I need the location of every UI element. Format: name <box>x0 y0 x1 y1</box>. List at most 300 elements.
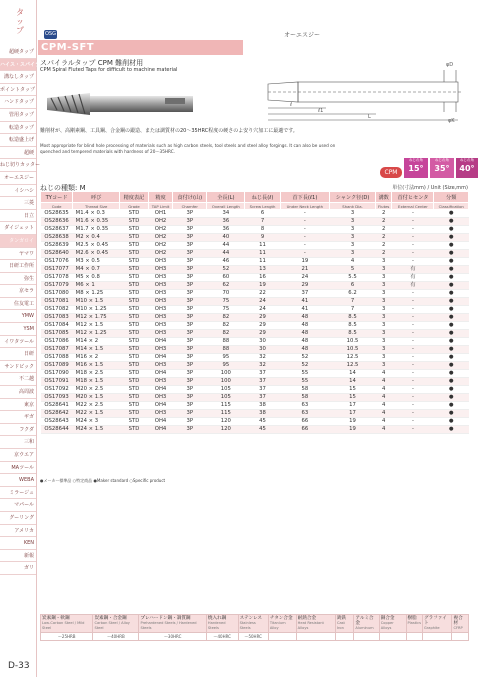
table-cell: 32 <box>245 362 280 370</box>
table-cell: 48 <box>280 314 329 322</box>
table-cell: OH3 <box>148 306 172 314</box>
sidebar-item[interactable]: マパール <box>0 499 36 512</box>
table-cell: 38 <box>245 402 280 410</box>
table-cell: 3 <box>330 226 376 234</box>
table-cell: 95 <box>207 354 245 362</box>
table-cell: - <box>280 210 329 218</box>
table-cell: ● <box>434 274 469 282</box>
table-cell: 3P <box>173 298 207 306</box>
table-cell: - <box>392 338 434 346</box>
table-row <box>41 354 469 362</box>
material-name-jp: チタン合金 <box>269 616 293 621</box>
sidebar-item[interactable]: ハイス・スパイラル <box>0 59 36 72</box>
table-cell: STD <box>120 282 149 290</box>
table-cell: 3P <box>173 218 207 226</box>
table-cell: OH2 <box>148 250 172 258</box>
table-cell: ● <box>434 290 469 298</box>
table-cell: OS17089 <box>41 362 73 370</box>
table-cell: OH3 <box>148 330 172 338</box>
table-row <box>41 266 469 274</box>
table-cell: - <box>392 314 434 322</box>
table-cell: 19 <box>245 282 280 290</box>
column-header: 分類 <box>434 192 469 203</box>
table-cell: STD <box>120 250 149 258</box>
table-cell: OS28638 <box>41 234 73 242</box>
sidebar-item[interactable]: 日研 <box>0 348 36 361</box>
table-cell: 48 <box>280 322 329 330</box>
table-cell: 19 <box>330 418 376 426</box>
table-cell: 3 <box>375 362 391 370</box>
table-cell: 58 <box>280 394 329 402</box>
table-cell: M10 × 1.5 <box>73 298 120 306</box>
tap-photo <box>45 84 195 124</box>
sidebar-item[interactable]: 京ウエア <box>0 449 36 462</box>
sidebar-item[interactable]: 管用タップ <box>0 109 36 122</box>
sidebar-item[interactable]: 転造タップ <box>0 122 36 135</box>
table-cell: STD <box>120 410 149 418</box>
material-name-en: CFRP <box>453 626 463 630</box>
osg-logo: OSG <box>45 31 56 37</box>
table-cell: OH4 <box>148 402 172 410</box>
sidebar-item[interactable]: 日立 <box>0 210 36 223</box>
table-cell: 37 <box>245 386 280 394</box>
material-mark: 〜40HRB <box>93 633 139 641</box>
column-subheader: TAP Limit <box>148 203 172 210</box>
table-row <box>41 322 469 330</box>
table-cell: - <box>392 322 434 330</box>
table-cell: M22 × 1.5 <box>73 410 120 418</box>
table-cell: - <box>392 426 434 434</box>
table-cell: STD <box>120 386 149 394</box>
table-cell: M8 × 1.25 <box>73 290 120 298</box>
material-header <box>379 615 406 633</box>
sidebar-item[interactable]: 三菱 <box>0 197 36 210</box>
table-cell: 36 <box>207 226 245 234</box>
table-row <box>41 378 469 386</box>
table-row <box>41 298 469 306</box>
sidebar-header <box>0 0 36 46</box>
table-cell: 52 <box>280 362 329 370</box>
table-cell: - <box>280 242 329 250</box>
table-cell: STD <box>120 234 149 242</box>
table-cell: 36 <box>207 218 245 226</box>
table-cell: M20 × 2.5 <box>73 386 120 394</box>
table-cell: 29 <box>245 322 280 330</box>
sidebar-item[interactable]: ねじ切りカッター <box>0 159 36 172</box>
material-name-en: Prehardened Steels / Hardened Steels <box>140 621 197 630</box>
sidebar-item[interactable]: イシハシ <box>0 185 36 198</box>
table-cell: OH3 <box>148 394 172 402</box>
table-cell: 24 <box>245 306 280 314</box>
table-cell: M18 × 1.5 <box>73 378 120 386</box>
table-cell: 48 <box>280 346 329 354</box>
table-cell: 9 <box>245 234 280 242</box>
material-header <box>354 615 379 633</box>
material-name-jp: プレハードン鋼・調質鋼 <box>140 616 191 621</box>
table-cell: - <box>280 234 329 242</box>
table-row <box>41 290 469 298</box>
table-cell: 5.5 <box>330 274 376 282</box>
table-cell: M18 × 2.5 <box>73 370 120 378</box>
table-cell: STD <box>120 290 149 298</box>
sidebar-item[interactable]: 住友電工 <box>0 298 36 311</box>
material-name-en: Cast Iron <box>336 621 345 630</box>
table-cell: 30 <box>245 338 280 346</box>
table-cell: 30 <box>245 346 280 354</box>
table-cell: 4 <box>375 386 391 394</box>
table-cell: 3P <box>173 226 207 234</box>
table-cell: 3P <box>173 250 207 258</box>
table-cell: 14 <box>330 370 376 378</box>
table-cell: 3 <box>375 322 391 330</box>
table-cell: 7 <box>330 306 376 314</box>
table-cell: OS17076 <box>41 258 73 266</box>
sidebar-item[interactable]: タンガロイ <box>0 235 36 248</box>
sidebar-item[interactable]: 日研工作所 <box>0 260 36 273</box>
table-cell: - <box>392 402 434 410</box>
table-cell: 11 <box>245 258 280 266</box>
svg-text:L: L <box>368 114 371 120</box>
sidebar-list <box>0 46 45 575</box>
column-subheader: Shank Dia. <box>330 203 376 210</box>
table-cell: ● <box>434 410 469 418</box>
material-header <box>139 615 206 633</box>
table-row <box>41 306 469 314</box>
table-cell: OH1 <box>148 210 172 218</box>
column-header: 精度表記 <box>120 192 149 203</box>
table-cell: M12 × 1.75 <box>73 314 120 322</box>
table-cell: STD <box>120 266 149 274</box>
table-cell: 6 <box>245 210 280 218</box>
table-cell: STD <box>120 258 149 266</box>
unit-note: 単位(寸法mm) / Unit (Size,mm) <box>392 185 468 191</box>
column-subheader: Thread Size <box>73 203 120 210</box>
table-cell: M14 × 2 <box>73 338 120 346</box>
sidebar-item[interactable]: 溝なしタップ <box>0 71 36 84</box>
sidebar-item[interactable]: ミラージュ <box>0 487 36 500</box>
table-cell: 7 <box>330 298 376 306</box>
table-cell: OH3 <box>148 258 172 266</box>
table-cell: M1.7 × 0.35 <box>73 226 120 234</box>
column-header: TYコード <box>41 192 73 203</box>
table-cell: 24 <box>280 274 329 282</box>
table-cell: 46 <box>207 258 245 266</box>
table-row <box>41 274 469 282</box>
table-cell: OH2 <box>148 226 172 234</box>
table-cell: 3 <box>375 330 391 338</box>
table-cell: OS17078 <box>41 274 73 282</box>
table-cell: M2 × 0.4 <box>73 234 120 242</box>
table-row <box>41 234 469 242</box>
table-row <box>41 386 469 394</box>
table-cell: M10 × 1.25 <box>73 306 120 314</box>
table-row <box>41 242 469 250</box>
table-cell: 48 <box>280 338 329 346</box>
table-cell: 3 <box>375 346 391 354</box>
table-cell: ● <box>434 306 469 314</box>
table-cell: M14 × 1.5 <box>73 346 120 354</box>
table-cell: STD <box>120 330 149 338</box>
table-cell: ● <box>434 418 469 426</box>
material-name-jp: 樹脂 <box>407 616 417 621</box>
table-cell: OS17086 <box>41 338 73 346</box>
table-cell: 8.5 <box>330 330 376 338</box>
table-cell: STD <box>120 210 149 218</box>
description-en: Most appropriate for blind hole processing of materials such as high carbon steels, tool steels and steel alloy forgings. It can also be used on quenched and tempered materials with hardness of 20〜35HRC. <box>40 143 336 154</box>
table-subheader-row <box>41 203 469 210</box>
table-cell: M3 × 0.5 <box>73 258 120 266</box>
table-cell: OH3 <box>148 314 172 322</box>
table-cell: OS17087 <box>41 346 73 354</box>
material-name-jp: アルミ合金 <box>355 616 374 626</box>
table-cell: STD <box>120 418 149 426</box>
table-cell: OH3 <box>148 282 172 290</box>
table-cell: - <box>392 210 434 218</box>
column-subheader: Screw Length <box>245 203 280 210</box>
table-cell: OS28637 <box>41 226 73 234</box>
sidebar-item[interactable]: ダイジェット <box>0 222 36 235</box>
table-cell: OS28640 <box>41 250 73 258</box>
table-cell: STD <box>120 370 149 378</box>
table-cell: - <box>392 370 434 378</box>
material-name-jp: ステンレス <box>239 616 262 621</box>
cpm-badge: CPM <box>380 167 402 178</box>
sidebar-item[interactable]: ヤマワ <box>0 248 36 261</box>
column-subheader: Overall Length <box>207 203 245 210</box>
sidebar-item[interactable]: ガリ <box>0 562 36 575</box>
table-cell: OS17091 <box>41 378 73 386</box>
table-cell: 3P <box>173 258 207 266</box>
table-cell: 115 <box>207 410 245 418</box>
material-name-en: Aluminum <box>355 626 374 630</box>
sidebar-item[interactable]: オーエスジー <box>0 172 36 185</box>
product-title: CPM-SFT <box>38 40 243 55</box>
column-header: 首付ヒセンタ <box>392 192 434 203</box>
sidebar-item[interactable]: 弥生 <box>0 273 36 286</box>
table-cell: 有 <box>392 282 434 290</box>
table-cell: ● <box>434 282 469 290</box>
table-row <box>41 282 469 290</box>
material-marks-row <box>41 633 469 641</box>
table-cell: 4 <box>375 402 391 410</box>
material-name-en: Plastics <box>407 621 421 625</box>
sidebar-item[interactable]: 超硬タップ <box>0 46 36 59</box>
table-cell: 3P <box>173 234 207 242</box>
table-cell: 2 <box>375 250 391 258</box>
table-cell: 3P <box>173 338 207 346</box>
table-cell: 88 <box>207 346 245 354</box>
table-cell: 3 <box>375 266 391 274</box>
table-cell: 70 <box>207 290 245 298</box>
table-cell: 3P <box>173 314 207 322</box>
table-cell: ● <box>434 298 469 306</box>
table-cell: - <box>392 330 434 338</box>
table-cell: 3P <box>173 370 207 378</box>
sidebar-item[interactable]: 超硬 <box>0 147 36 160</box>
table-cell: 63 <box>280 410 329 418</box>
sidebar-item[interactable]: サンドビック <box>0 361 36 374</box>
table-cell: 2 <box>375 234 391 242</box>
sidebar-item[interactable]: グーリング <box>0 512 36 525</box>
table-cell: 4 <box>375 418 391 426</box>
material-mark <box>452 633 469 641</box>
table-cell: OS28639 <box>41 242 73 250</box>
table-cell: - <box>280 250 329 258</box>
table-cell: 3 <box>375 306 391 314</box>
table-cell: 3 <box>330 210 376 218</box>
sidebar-item[interactable]: KEN <box>0 537 36 550</box>
table-cell: OS17080 <box>41 290 73 298</box>
angle-value: 15° <box>408 164 424 173</box>
table-cell: 4 <box>330 258 376 266</box>
table-cell: 12.5 <box>330 362 376 370</box>
table-cell: OH3 <box>148 322 172 330</box>
table-cell: 75 <box>207 306 245 314</box>
table-cell: - <box>392 306 434 314</box>
table-cell: 24 <box>245 298 280 306</box>
table-cell: 60 <box>207 274 245 282</box>
table-row <box>41 362 469 370</box>
sidebar-item[interactable]: 新報 <box>0 550 36 563</box>
table-cell: 4 <box>375 410 391 418</box>
table-cell: 3P <box>173 330 207 338</box>
sidebar-item[interactable]: フクダ <box>0 424 36 437</box>
table-cell: 66 <box>280 418 329 426</box>
table-cell: OH4 <box>148 338 172 346</box>
table-cell: - <box>392 410 434 418</box>
sidebar-item[interactable]: YMW <box>0 310 36 323</box>
angle-badge-15 <box>404 158 428 178</box>
table-cell: 4 <box>375 426 391 434</box>
sidebar-item[interactable]: アメリカ <box>0 525 36 538</box>
sidebar-item[interactable]: 高周波 <box>0 386 36 399</box>
table-cell: 3P <box>173 362 207 370</box>
table-cell: 7 <box>245 218 280 226</box>
sidebar-item[interactable]: ポイントタップ <box>0 84 36 97</box>
table-cell: ● <box>434 370 469 378</box>
sidebar-item[interactable]: ギガ <box>0 411 36 424</box>
table-cell: STD <box>120 298 149 306</box>
material-name-en: Graphite <box>424 626 440 630</box>
material-mark: 〜25HRB <box>41 633 93 641</box>
table-cell: 48 <box>280 330 329 338</box>
table-cell: 10.5 <box>330 346 376 354</box>
table-cell: M2.5 × 0.45 <box>73 242 120 250</box>
sidebar-item[interactable]: WEBA <box>0 474 36 487</box>
table-cell: 5 <box>330 266 376 274</box>
column-header: 首下長(ℓ1) <box>280 192 329 203</box>
table-cell: 有 <box>392 266 434 274</box>
table-row <box>41 330 469 338</box>
table-cell: ● <box>434 426 469 434</box>
material-name-jp: 炭素鋼・合金鋼 <box>94 616 127 621</box>
sidebar-item[interactable]: YSM <box>0 323 36 336</box>
table-cell: OS17082 <box>41 306 73 314</box>
table-cell: 3 <box>330 234 376 242</box>
material-header <box>238 615 268 633</box>
table-cell: - <box>392 354 434 362</box>
sidebar-item[interactable]: 転造盛上げ <box>0 134 36 147</box>
angle-value: 40° <box>459 164 475 173</box>
material-mark: 〜40HRC <box>206 633 238 641</box>
table-cell: - <box>392 298 434 306</box>
sidebar-item[interactable]: ハンドタップ <box>0 96 36 109</box>
table-cell: 34 <box>207 210 245 218</box>
table-cell: 105 <box>207 394 245 402</box>
page-number: D-33 <box>8 661 30 671</box>
table-cell: M2.6 × 0.45 <box>73 250 120 258</box>
table-cell: OH3 <box>148 274 172 282</box>
table-row <box>41 426 469 434</box>
table-cell: OS17088 <box>41 354 73 362</box>
table-cell: - <box>392 346 434 354</box>
material-mark <box>406 633 423 641</box>
table-cell: 62 <box>207 282 245 290</box>
table-row <box>41 218 469 226</box>
table-cell: OS17079 <box>41 282 73 290</box>
material-name-jp: 鋳鉄 <box>336 616 347 621</box>
sidebar-item[interactable]: 三和 <box>0 436 36 449</box>
column-subheader: Under Neck Length <box>280 203 329 210</box>
table-cell: ● <box>434 314 469 322</box>
table-cell: M12 × 1.5 <box>73 322 120 330</box>
table-cell: STD <box>120 394 149 402</box>
column-subheader: Classification <box>434 203 469 210</box>
material-name-jp: 複合材 <box>453 616 463 626</box>
table-cell: OS28644 <box>41 426 73 434</box>
table-cell: M6 × 1 <box>73 282 120 290</box>
table-cell: 15 <box>330 394 376 402</box>
column-header: ねじ長(ℓ) <box>245 192 280 203</box>
sidebar-item[interactable]: 東京 <box>0 399 36 412</box>
table-row <box>41 394 469 402</box>
column-subheader: Code <box>41 203 73 210</box>
table-cell: ● <box>434 394 469 402</box>
angle-value: 35° <box>434 164 450 173</box>
table-cell: 有 <box>392 274 434 282</box>
material-name-en: Low-Carbon Steel / Mild Steel <box>42 621 85 630</box>
maker-name: オーエスジー <box>283 32 320 39</box>
table-cell: M22 × 2.5 <box>73 402 120 410</box>
table-row <box>41 402 469 410</box>
column-header: 食付け(山) <box>173 192 207 203</box>
table-cell: 6 <box>330 282 376 290</box>
table-cell: OH4 <box>148 354 172 362</box>
table-cell: OH4 <box>148 418 172 426</box>
table-cell: 3P <box>173 426 207 434</box>
table-cell: 19 <box>280 258 329 266</box>
material-name-en: Stainless Steels <box>239 621 256 630</box>
table-cell: M5 × 0.8 <box>73 274 120 282</box>
table-cell: 3 <box>330 250 376 258</box>
table-cell: STD <box>120 314 149 322</box>
material-header <box>268 615 296 633</box>
sidebar-item[interactable]: イワタツール <box>0 336 36 349</box>
sidebar-item[interactable]: MAツール <box>0 462 36 475</box>
table-cell: - <box>392 234 434 242</box>
table-cell: ● <box>434 242 469 250</box>
table-cell: 3P <box>173 410 207 418</box>
sidebar-item[interactable]: 京セラ <box>0 285 36 298</box>
table-cell: - <box>392 378 434 386</box>
table-cell: 29 <box>245 314 280 322</box>
table-cell: 52 <box>207 266 245 274</box>
table-cell: 3P <box>173 210 207 218</box>
table-cell: 17 <box>330 402 376 410</box>
table-row <box>41 346 469 354</box>
sidebar-item[interactable]: 不二越 <box>0 373 36 386</box>
table-cell: OS17077 <box>41 266 73 274</box>
